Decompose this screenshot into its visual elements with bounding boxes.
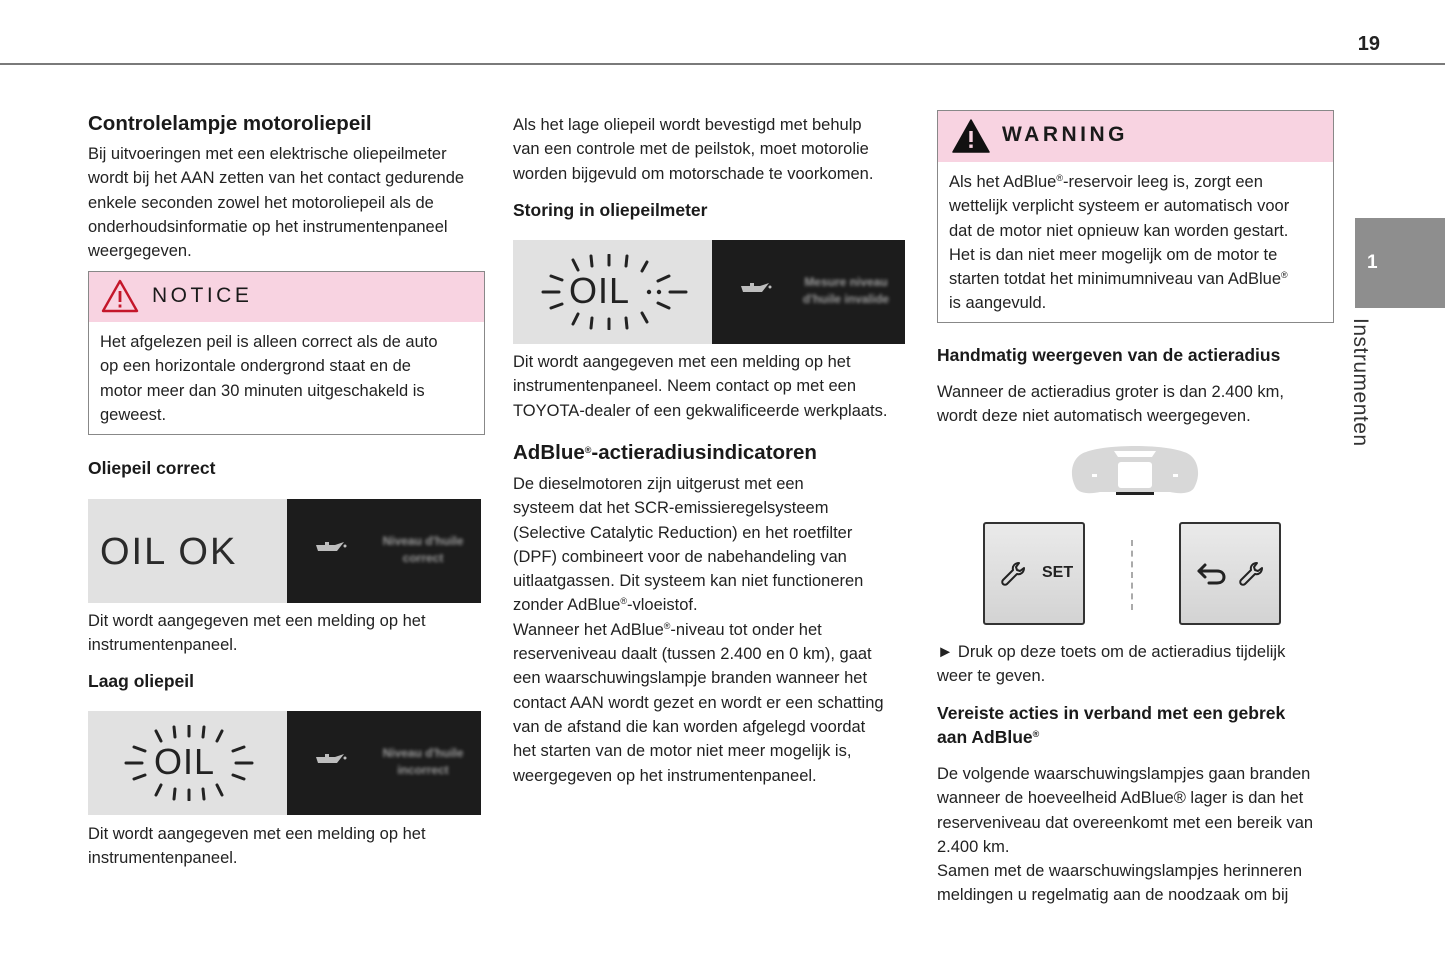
notice-header <box>89 272 484 322</box>
text-part: -vloeistof. <box>626 596 698 615</box>
text-line: Dit wordt aangegeven met een melding op het <box>88 612 426 630</box>
text-line: motor meer dan 30 minuten uitgeschakeld is <box>100 381 425 400</box>
text-line: dat de motor niet opnieuw kan worden gestart. <box>949 221 1289 240</box>
text-line: TOYOTA-dealer of een gekwalificeerde werkplaats. <box>513 401 888 420</box>
text-line: wettelijk verplicht systeem er automatisch voor <box>949 197 1290 216</box>
storing-heading: Storing in oliepeilmeter <box>513 200 708 220</box>
text-line: systeem dat het SCR-emissieregelsysteem <box>513 499 829 518</box>
button-instruction <box>937 640 1337 689</box>
text-line: van een controle met de peilstok, moet motorolie <box>513 140 869 159</box>
text-line: wordt bij het AAN zetten van het contact gedurende <box>88 169 465 188</box>
oil-low-screen <box>287 711 481 815</box>
text-line: reserveniveau dat overeenkomt met een bereik van <box>937 813 1314 832</box>
warning-triangle-icon <box>951 118 991 154</box>
registered-mark: ® <box>620 596 627 607</box>
text-line: reserveniveau daalt (tussen 2.400 en 0 km), gaat <box>513 645 872 664</box>
text-line: contact AAN wordt gezet en wordt er een schatting <box>513 693 884 712</box>
text-line: instrumentenpaneel. Neem contact op met een <box>513 377 857 396</box>
text-line: Het is dan niet meer mogelijk om de motor te <box>949 245 1278 264</box>
heading-part: -actieradiusindicatoren <box>591 441 817 464</box>
oil-can-icon <box>313 751 347 767</box>
text-line: Bij uitvoeringen met een elektrische oliepeilmeter <box>88 145 447 163</box>
registered-mark: ® <box>584 445 592 455</box>
wrench-icon <box>1237 560 1265 588</box>
instrument-cluster-icon <box>1070 444 1200 498</box>
text-line: Als het lage oliepeil wordt bevestigd met behulp <box>513 116 862 134</box>
text-line: Het afgelezen peil is alleen correct als de auto <box>100 333 438 351</box>
set-button-label: SET <box>1042 564 1074 581</box>
text-line: onderhoudsinformatie op het instrumentenpaneel <box>88 217 448 236</box>
storing-caption <box>513 350 913 423</box>
manual-range-text <box>937 380 1337 429</box>
warning-box <box>937 110 1334 323</box>
chapter-tab[interactable] <box>1355 218 1445 308</box>
text-line: instrumentenpaneel. <box>88 849 238 868</box>
text-line: Dit wordt aangegeven met een melding op het <box>88 825 426 843</box>
warning-header <box>938 111 1333 162</box>
back-button[interactable] <box>1179 522 1281 625</box>
text-line: op een horizontale ondergrond staat en de <box>100 357 411 376</box>
notice-title: NOTICE <box>152 284 253 307</box>
text-line: Dit wordt aangegeven met een melding op het <box>513 353 851 371</box>
text-line: weergegeven op het instrumentenpaneel. <box>513 766 817 785</box>
adblue-body <box>513 472 913 788</box>
notice-body <box>89 322 484 427</box>
warning-body <box>938 162 1333 316</box>
heading-line <box>937 725 1337 749</box>
oil-ok-caption <box>88 609 426 658</box>
chapter-number: 1 <box>1367 252 1378 273</box>
text-line: wanneer de hoeveelheid AdBlue® lager is dan het <box>937 789 1304 808</box>
oil-can-icon <box>313 539 347 555</box>
oil-low-indicator <box>88 711 287 815</box>
heading-line: Vereiste acties in verband met een gebrek <box>937 703 1286 723</box>
text-line: (DPF) combineert voor de nabehandeling van <box>513 547 847 566</box>
text-line: van de afstand die kan worden afgelegd voordat <box>513 717 866 736</box>
text-line: Samen met de waarschuwingslampjes herinneren <box>937 862 1303 881</box>
oil-lamp-intro <box>88 142 508 263</box>
oil-ok-text: OIL OK <box>100 531 238 573</box>
oil-ok-indicator <box>88 499 287 603</box>
text-line: ► Druk op deze toets om de actieradius tijdelijk <box>937 643 1286 661</box>
oil-ok-screen <box>287 499 481 603</box>
oil-ok-heading: Oliepeil correct <box>88 458 216 478</box>
text-line: enkele seconden zowel het motoroliepeil als de <box>88 193 434 212</box>
text-line: worden bijgevuld om motorschade te voorkomen. <box>513 164 874 183</box>
header-divider <box>0 63 1445 65</box>
heading-part: AdBlue <box>513 441 585 464</box>
text-part: starten totdat het minimumniveau van AdBlue <box>949 270 1282 289</box>
text-line: het starten van de motor niet meer mogelijk is, <box>513 742 852 761</box>
oil-fault-screen-message: Mesure niveau d'huile invalide <box>802 275 890 306</box>
set-button[interactable] <box>983 522 1085 625</box>
oil-fault-text: OIL <box>569 270 631 311</box>
registered-mark: ® <box>1281 270 1288 281</box>
text-line: instrumentenpaneel. <box>88 636 238 655</box>
oil-low-screen-message: Niveau d'huile incorrect <box>382 746 464 777</box>
text-line: Wanneer de actieradius groter is dan 2.400 km, <box>937 383 1284 401</box>
oil-fault-display <box>513 240 905 344</box>
button-separator <box>1131 540 1135 610</box>
registered-mark: ® <box>1032 729 1040 739</box>
adblue-actions-text <box>937 762 1347 908</box>
oil-ok-display <box>88 499 481 603</box>
text-line: meldingen u regelmatig aan de noodzaak om bij <box>937 886 1289 905</box>
registered-mark: ® <box>1056 173 1063 183</box>
text-part: Wanneer het AdBlue <box>513 620 664 639</box>
text-line: wordt deze niet automatisch weergegeven. <box>937 407 1251 426</box>
chapter-label <box>1348 318 1400 468</box>
text-line <box>949 267 1322 291</box>
text-part: zonder AdBlue <box>513 596 621 615</box>
return-arrow-icon <box>1195 561 1227 587</box>
manual-range-heading: Handmatig weergeven van de actieradius <box>937 345 1281 365</box>
text-line <box>513 618 913 642</box>
text-line: De dieselmotoren zijn uitgerust met een <box>513 475 804 493</box>
text-line: weer te geven. <box>937 667 1046 686</box>
text-line <box>513 593 913 617</box>
text-line <box>949 170 1322 194</box>
text-part: -reservoir leeg is, zorgt een <box>1062 173 1263 191</box>
registered-mark: ® <box>663 620 671 631</box>
text-part: -niveau tot onder het <box>670 620 822 639</box>
wrench-icon <box>999 560 1027 588</box>
notice-box <box>88 271 485 435</box>
oil-can-icon <box>738 280 772 296</box>
warning-title: WARNING <box>1002 123 1128 146</box>
adblue-actions-heading <box>937 701 1337 749</box>
page-number: 19 <box>1357 33 1380 55</box>
section-heading-oil-lamp: Controlelampje motoroliepeil <box>88 112 372 135</box>
text-line: weergegeven. <box>88 242 192 261</box>
text-line: is aangevuld. <box>949 294 1047 313</box>
text-line: De volgende waarschuwingslampjes gaan branden <box>937 765 1311 783</box>
low-oil-confirm-text <box>513 113 913 186</box>
text-line: uitlaatgassen. Dit systeem kan niet functioneren <box>513 572 864 591</box>
oil-fault-screen <box>712 240 905 344</box>
oil-low-display <box>88 711 481 815</box>
oil-fault-indicator <box>513 240 712 344</box>
text-line: geweest. <box>100 405 167 424</box>
adblue-heading <box>513 441 817 465</box>
warning-triangle-icon <box>100 278 140 314</box>
text-line: een waarschuwingslampje branden wanneer het <box>513 669 868 688</box>
oil-low-caption <box>88 822 426 871</box>
oil-ok-screen-message: Niveau d'huile correct <box>382 534 464 565</box>
chapter-label-text: Instrumenten <box>1349 318 1372 447</box>
heading-part: aan AdBlue <box>937 727 1033 747</box>
oil-low-text: OIL <box>154 741 216 782</box>
text-line: 2.400 km. <box>937 837 1010 856</box>
oil-low-heading: Laag oliepeil <box>88 671 194 691</box>
text-part: Als het AdBlue <box>949 173 1057 191</box>
text-line: (Selective Catalytic Reduction) en het roetfilter <box>513 523 853 542</box>
